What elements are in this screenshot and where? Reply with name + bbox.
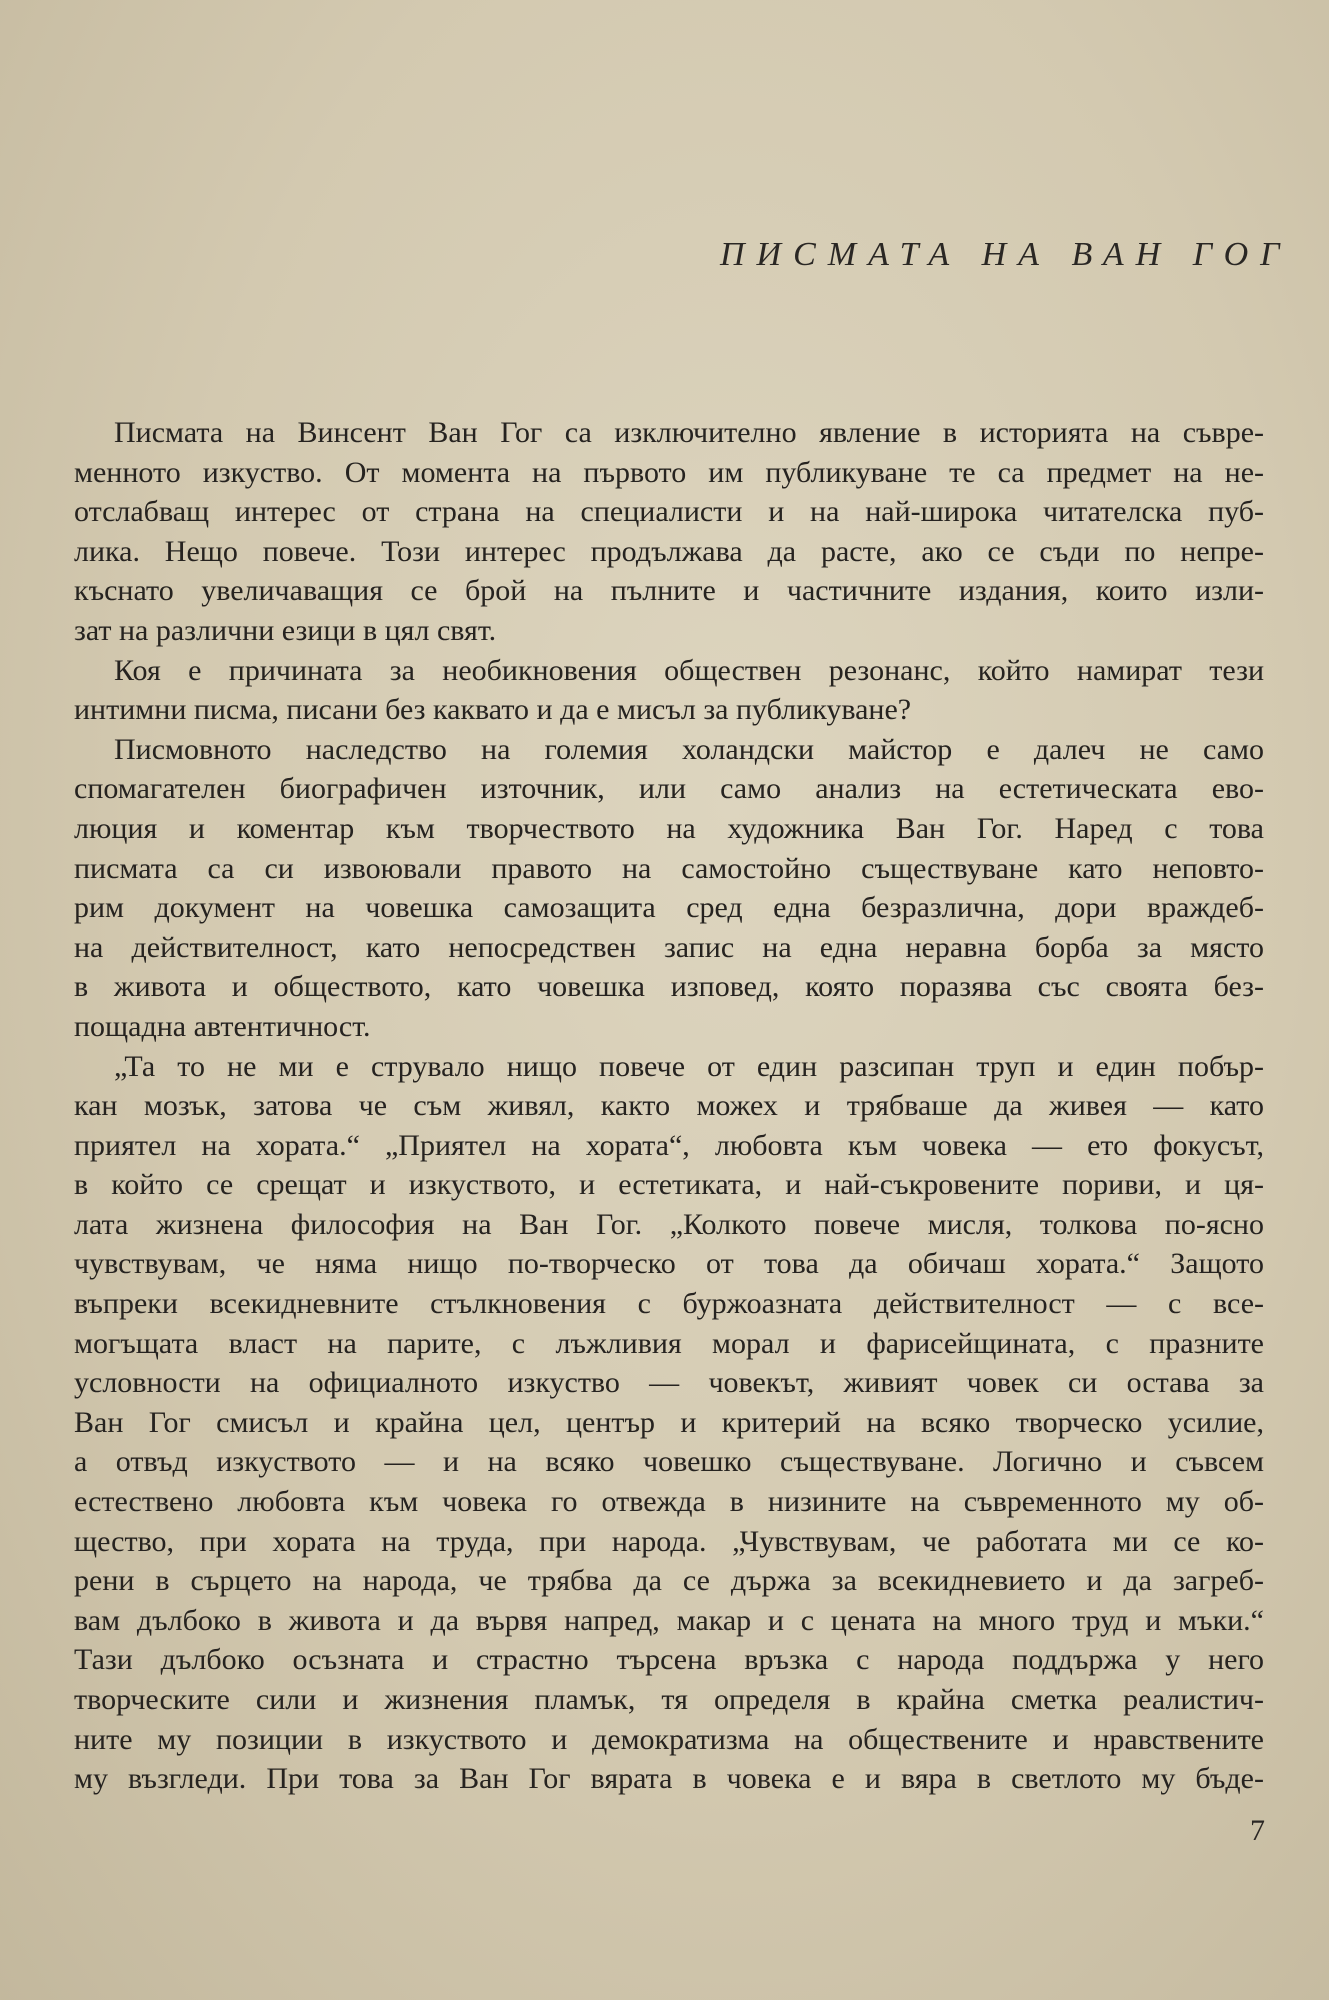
text-line: щество, при хората на труда, при народа. „Чувствувам, че работата ми се ко- <box>74 1524 1264 1558</box>
text-line: Тази дълбоко осъзната и страстно търсена връзка с народа поддържа у него <box>74 1643 1264 1677</box>
text-line: люция и коментар към творчеството на художника Ван Гог. Наред с това <box>74 811 1264 845</box>
text-line: рим документ на човешка самозащита сред една безразлична, дори враждеб- <box>74 891 1264 925</box>
text-line: Коя е причината за необикновения обществен резонанс, който намират тези <box>114 653 1264 687</box>
text-line: Писмата на Винсент Ван Гог са изключително явление в историята на съвре- <box>114 416 1264 449</box>
text-line: въпреки всекидневните стълкновения с буржоазната действителност — с все- <box>74 1287 1264 1321</box>
text-line: в живота и обществото, като човешка изповед, която поразява със своята без- <box>74 970 1264 1004</box>
text-line: творческите сили и жизнения пламък, тя определя в крайна сметка реалистич- <box>74 1683 1264 1716</box>
text-line: Писмовното наследство на големия холандски майстор е далеч не само <box>114 732 1264 766</box>
text-line: отслабващ интерес от страна на специалисти и на най-широка читателска пуб- <box>74 495 1264 529</box>
text-line: вам дълбоко в живота и да вървя напред, макар и с цената на много труд и мъки.“ <box>74 1603 1264 1637</box>
text-line: пощадна автентичност. <box>74 1009 371 1043</box>
page-number: 7 <box>1250 1814 1265 1847</box>
text-line: му възгледи. При това за Ван Гог вярата в човека е и вяра в светлото му бъде- <box>74 1762 1264 1796</box>
text-line: интимни писма, писани без каквато и да е мисъл за публикуване? <box>74 693 912 727</box>
text-line: ните му позиции в изкуството и демократизма на обществените и нравствените <box>74 1722 1264 1756</box>
chapter-title: ПИСМАТА НА ВАН ГОГ <box>720 236 1292 273</box>
text-line: приятел на хората.“ „Приятел на хората“, любовта към човека — ето фокусът, <box>74 1128 1264 1162</box>
text-line: зат на различни езици в цял свят. <box>74 613 497 647</box>
text-line: естествено любовта към човека го отвежда в низините на съвременното му об- <box>74 1485 1264 1519</box>
text-line: условности на официалното изкуство — човекът, живият човек си остава за <box>74 1366 1264 1400</box>
text-line: Ван Гог смисъл и крайна цел, център и критерий на всяко творческо усилие, <box>74 1405 1264 1439</box>
text-line: могъщата власт на парите, с лъжливия морал и фарисейщината, с празните <box>74 1326 1264 1360</box>
text-line: рени в сърцето на народа, че трябва да се държа за всекидневието и да загреб- <box>74 1564 1264 1598</box>
text-line: кан мозък, затова че съм живял, както можех и трябваше да живея — като <box>74 1089 1264 1123</box>
text-line: лика. Нещо повече. Този интерес продължава да расте, ако се съди по непре- <box>74 534 1264 568</box>
body-text <box>74 413 1264 1799</box>
text-line: спомагателен биографичен източник, или само анализ на естетическата ево- <box>74 772 1264 806</box>
text-line: на действителност, като непосредствен запис на една неравна борба за място <box>74 930 1264 964</box>
text-line: „Та то не ми е струвало нищо повече от един разсипан труп и един побър- <box>114 1049 1264 1083</box>
text-line: лата жизнена философия на Ван Гог. „Колкото повече мисля, толкова по-ясно <box>74 1207 1264 1241</box>
text-line: писмата са си извоювали правото на самостойно съществуване като неповто- <box>74 851 1264 885</box>
text-line: чувствувам, че няма нищо по-творческо от това да обичаш хората.“ Защото <box>74 1247 1264 1281</box>
text-line: менното изкуство. От момента на първото им публикуване те са предмет на не- <box>74 455 1264 489</box>
text-line: а отвъд изкуството — и на всяко човешко съществуване. Логично и съвсем <box>74 1445 1264 1479</box>
text-line: в който се срещат и изкуството, и естетиката, и най-съкровените пориви, и ця- <box>74 1168 1264 1202</box>
text-line: къснато увеличаващия се брой на пълните и частичните издания, които изли- <box>74 574 1264 608</box>
